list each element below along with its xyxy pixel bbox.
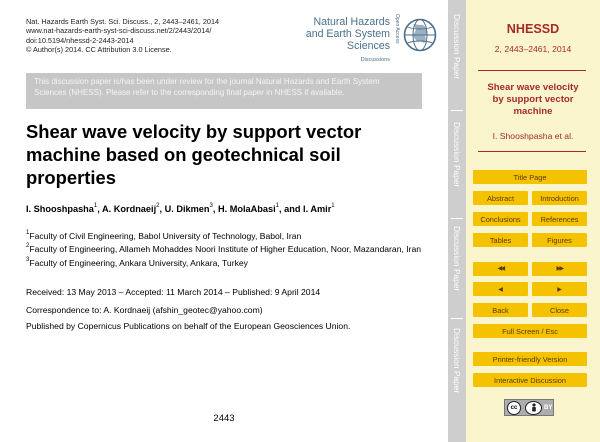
printer-friendly-button[interactable]: Printer-friendly Version	[473, 352, 587, 366]
last-page-button[interactable]: ▶▶	[532, 262, 587, 276]
panel-divider	[478, 151, 586, 152]
full-screen-button[interactable]: Full Screen / Esc	[473, 324, 587, 338]
affiliation	[26, 242, 436, 255]
journal-name-line: Natural Hazards	[313, 16, 390, 28]
by-label: BY	[544, 404, 553, 411]
correspondence: Correspondence to: A. Kordnaeij (afshin_geotec@yahoo.com)	[26, 305, 263, 315]
title-page-button[interactable]: Title Page	[473, 170, 587, 184]
strip-divider	[451, 218, 463, 219]
citation-line: Nat. Hazards Earth Syst. Sci. Discuss., 2, 2443–2461, 2014	[26, 17, 220, 26]
conclusions-button[interactable]: Conclusions	[473, 212, 528, 226]
author-separator: ,	[212, 204, 218, 215]
strip-label: Discussion Paper	[452, 122, 462, 188]
affiliation-number: 2	[26, 243, 30, 250]
affiliation	[26, 229, 436, 242]
first-page-button[interactable]: ◀◀	[473, 262, 528, 276]
author-name: I. Shooshpasha	[26, 204, 94, 215]
citation-line: © Author(s) 2014. CC Attribution 3.0 License.	[26, 44, 172, 54]
author-name: A. Kordnaeij	[102, 204, 157, 215]
cc-license-badge[interactable]	[504, 399, 554, 416]
attribution-icon	[525, 401, 542, 415]
panel-journal-name: NHESSD	[506, 22, 560, 36]
strip-divider	[451, 110, 463, 111]
affiliation-number: 3	[26, 256, 30, 263]
author-affiliation-number: 2	[156, 203, 160, 209]
tables-button[interactable]: Tables	[473, 233, 528, 247]
strip-divider	[451, 318, 463, 319]
author-list	[26, 204, 335, 214]
references-button[interactable]: References	[532, 212, 587, 226]
affiliation-text: Faculty of Engineering, Allameh Mohaddes Noori Institute of Higher Education, Noor, Mazandaran, Iran	[29, 244, 422, 255]
panel-title-line: machine	[513, 106, 553, 117]
review-notice: This discussion paper is/has been under review for the journal Natural Hazards and Earth System Sciences (NHESS). Please refer to the corresponding final paper in NHESS if available.	[26, 73, 422, 109]
journal-name	[306, 16, 390, 53]
affiliation-list	[26, 229, 436, 269]
back-button[interactable]: Back	[473, 303, 528, 317]
close-button[interactable]: Close	[532, 303, 587, 317]
affiliation	[26, 256, 436, 269]
journal-name-line: Sciences	[347, 40, 390, 53]
author-name: H. MolaAbasi	[217, 204, 276, 215]
author-name: U. Dikmen	[164, 204, 210, 215]
panel-title-line: by support vector	[492, 94, 574, 105]
citation-block	[26, 17, 219, 54]
panel-short-title	[466, 82, 600, 118]
previous-page-button[interactable]: ◀	[473, 282, 528, 296]
abstract-button[interactable]: Abstract	[473, 191, 528, 205]
strip-label: Discussion Paper	[452, 14, 462, 80]
strip-label: Discussion Paper	[452, 226, 462, 292]
discussion-paper-strip	[448, 0, 466, 442]
citation-line: doi:10.5194/nhessd-2-2443-2014	[26, 35, 134, 45]
author-affiliation-number: 1	[93, 203, 98, 209]
publisher-statement: Published by Copernicus Publications on behalf of the European Geosciences Union.	[26, 321, 351, 331]
introduction-button[interactable]: Introduction	[532, 191, 587, 205]
journal-name-line: and Earth System	[305, 28, 390, 41]
globe-logo-icon	[403, 18, 437, 52]
citation-line: www.nat-hazards-earth-syst-sci-discuss.net/2/2443/2014/	[26, 26, 212, 36]
author-affiliation-number: 3	[209, 203, 213, 209]
author-separator: ,	[97, 204, 103, 215]
strip-label: Discussion Paper	[452, 328, 462, 394]
interactive-discussion-button[interactable]: Interactive Discussion	[473, 373, 587, 387]
panel-title-line: Shear wave velocity	[487, 82, 579, 93]
author-affiliation-number: 1	[331, 203, 335, 209]
author-separator: , and	[279, 204, 304, 215]
author-separator: ,	[159, 204, 165, 215]
author-affiliation-number: 1	[275, 203, 280, 209]
panel-authors: I. Shooshpasha et al.	[492, 131, 574, 141]
panel-volume: 2, 2443–2461, 2014	[494, 44, 572, 54]
journal-subtitle: Discussions	[360, 57, 390, 63]
person-icon	[530, 403, 538, 413]
affiliation-number: 1	[26, 230, 30, 236]
publication-dates: Received: 13 May 2013 – Accepted: 11 March 2014 – Published: 9 April 2014	[26, 287, 321, 297]
next-page-button[interactable]: ▶	[532, 282, 587, 296]
author-name: I. Amir	[303, 204, 332, 215]
creative-commons-icon: cc	[507, 401, 521, 415]
paper-title: Shear wave velocity by support vector machine based on geotechnical soil properties	[26, 121, 362, 188]
affiliation-text: Faculty of Civil Engineering, Babol University of Technology, Babol, Iran	[29, 230, 302, 241]
affiliation-text: Faculty of Engineering, Ankara University, Ankara, Turkey	[29, 257, 248, 268]
open-access-label: Open Access	[394, 14, 400, 44]
page-number: 2443	[213, 413, 235, 424]
panel-divider	[478, 70, 586, 71]
figures-button[interactable]: Figures	[532, 233, 587, 247]
